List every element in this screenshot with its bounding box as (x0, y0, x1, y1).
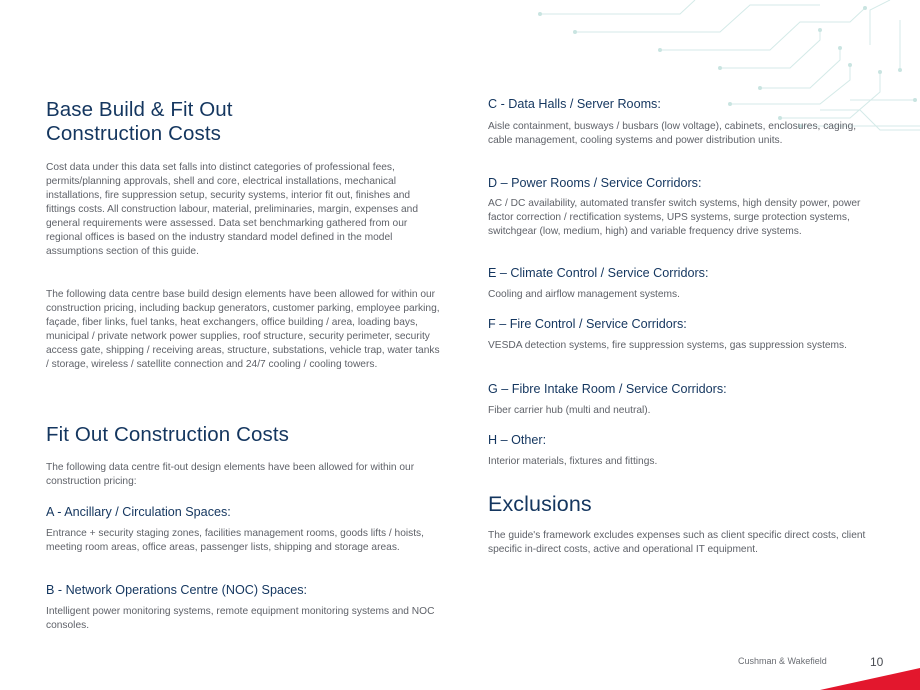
red-accent-shape (820, 668, 920, 690)
section-text-d: AC / DC availability, automated transfer switch systems, high density power, power factor correction / rectification systems, UPS systems, surge protection systems, switchgear (low, medium, high) and variable frequency drive systems. (488, 198, 861, 237)
fitout-intro: The following data centre fit-out design elements have been allowed for within our construction pricing: (46, 462, 415, 487)
exclusions-title: Exclusions (488, 492, 592, 516)
section-heading-d: D – Power Rooms / Service Corridors: (488, 176, 702, 190)
section-text-h: Interior materials, fixtures and fittings. (488, 456, 658, 467)
fitout-title: Fit Out Construction Costs (46, 423, 289, 446)
section-text-b: Intelligent power monitoring systems, remote equipment monitoring systems and NOC consoles. (46, 606, 435, 631)
section-heading-h: H – Other: (488, 433, 547, 447)
section-text-a: Entrance + security staging zones, facilities management rooms, goods lifts / hoists, meeting room areas, office areas, passenger lists, shipping and storage areas. (46, 528, 424, 553)
intro-paragraph: Cost data under this data set falls into distinct categories of professional fees, permits/planning approvals, shell and core, electrical installations, mechanical installations, fire suppression setup, security systems, interior fit out, finishes and fittings costs. All construction labour, material, preliminaries, margin, expenses and general requirements were assessed. Data set benchmarking gathered from our regional offices is based on the industry standard model defined in the model assumptions section of this guide. (46, 162, 419, 257)
section-heading-c: C - Data Halls / Server Rooms: (488, 97, 661, 111)
section-text-f: VESDA detection systems, fire suppression systems, gas suppression systems. (488, 340, 847, 351)
section-heading-a: A - Ancillary / Circulation Spaces: (46, 505, 231, 519)
section-text-e: Cooling and airflow management systems. (488, 289, 680, 300)
section-text-c: Aisle containment, busways / busbars (low voltage), cabinets, enclosures, caging, cable management, cooling systems and power distribution units. (488, 121, 857, 146)
page-number: 10 (870, 655, 884, 669)
page-title-line-1: Base Build & Fit Out (46, 98, 233, 121)
section-heading-b: B - Network Operations Centre (NOC) Spaces: (46, 583, 308, 597)
section-heading-e: E – Climate Control / Service Corridors: (488, 266, 709, 280)
section-heading-f: F – Fire Control / Service Corridors: (488, 317, 687, 331)
base-build-paragraph: The following data centre base build design elements have been allowed for within our construction pricing, including backup generators, customer parking, employee parking, façade, fiber links, fuel tanks, heat exchangers, office building / area, loading bays, municipal / private network power supplies, roof structure, security perimeter, security access gate, shipping / receiving areas, structure, substations, vehicle trap, water tanks / storage, wireless / satellite connection and 24/7 cooling / cooling towers. (46, 289, 440, 370)
section-text-g: Fiber carrier hub (multi and neutral). (488, 405, 651, 416)
exclusions-text: The guide's framework excludes expenses such as client specific direct costs, client specific in-direct costs, active and operational IT equipment. (488, 530, 866, 555)
section-heading-g: G – Fibre Intake Room / Service Corridors: (488, 382, 727, 396)
footer-brand: Cushman & Wakefield (738, 656, 827, 666)
circuit-decoration (520, 0, 920, 140)
page-title-line-2: Construction Costs (46, 122, 221, 145)
